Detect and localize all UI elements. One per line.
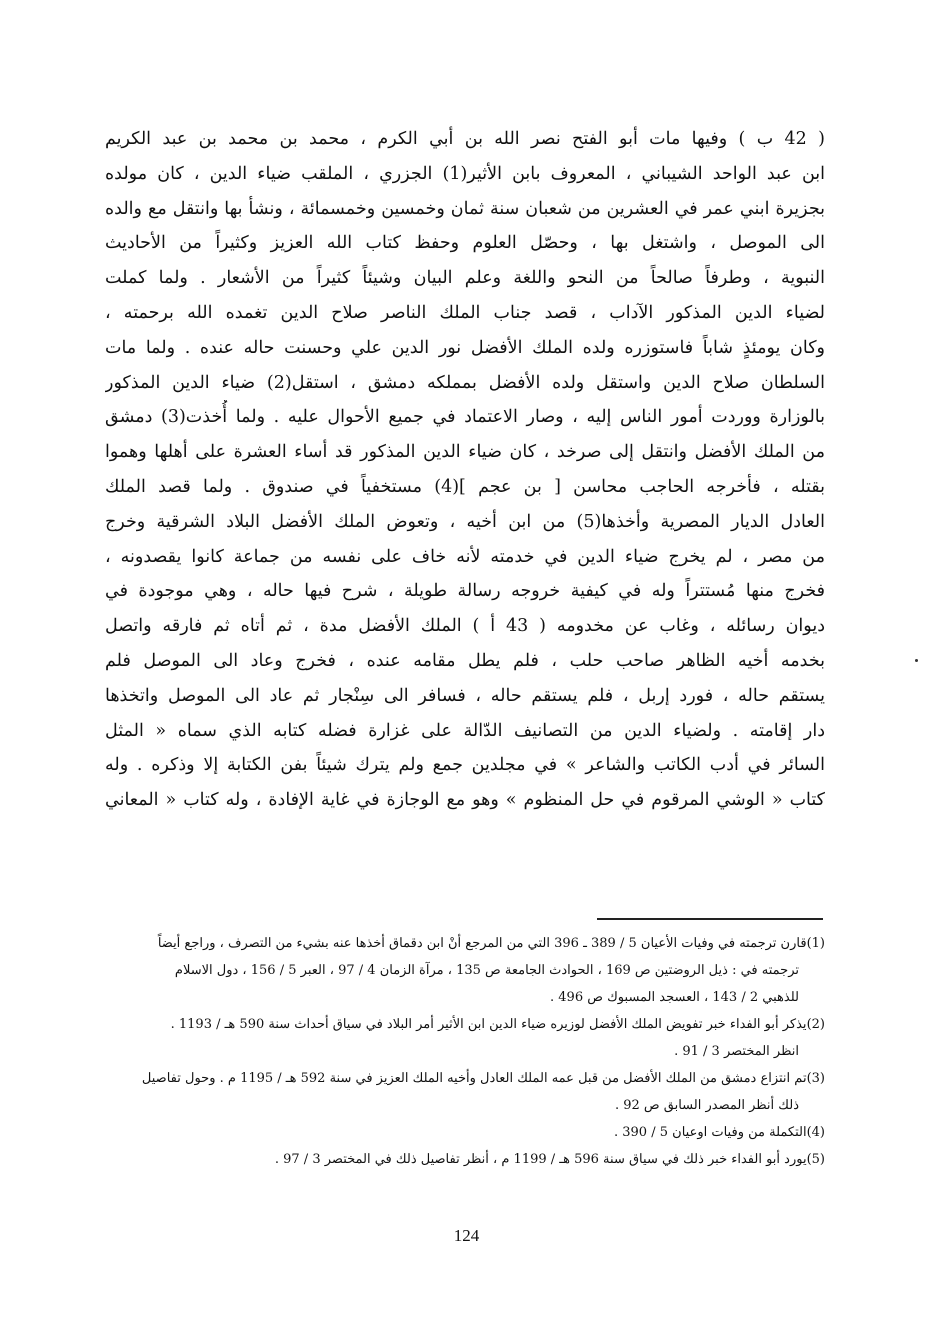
- footnote-text: قارن ترجمته في وفيات الأعيان 5 / 389 ـ 396 التي من المرجع أنْ ابن دقماق أخذها عنه بشيء من التصرف ، وراجع أيضاً: [157, 936, 807, 951]
- footnote: [100, 1146, 825, 1173]
- footnote-marker: (3): [806, 1071, 825, 1086]
- text-line: ديوان رسائله ، وغاب عن مخدومه ( 43 أ ) الملك الأفضل مدة ، ثم أتاه ثم فارقه واتصل: [105, 616, 825, 637]
- footnote-text: ذلك أنظر المصدر السابق ص 92 .: [614, 1098, 799, 1113]
- footnote: [100, 930, 825, 1011]
- text-line: السائر في أدب الكاتب والشاعر » في مجلدين جمع ولم يترك شيئاً بفن الكتابة إلا وذكره . وله: [105, 755, 825, 776]
- text-line: فخرج منها مُستتراً وله في كيفية خروجه رسالة طويلة ، شرح فيها حاله ، وهي موجودة في: [105, 581, 825, 602]
- footnote-line: [100, 930, 825, 957]
- footnote-line: [100, 1065, 825, 1092]
- text-line: بقتله ، فأخرجه الحاجب محاسن [ بن عجم ](4) مستخفياً في صندوق . ولما قصد الملك: [105, 476, 825, 497]
- text-line: بجزيرة ابني عمر في العشرين من شعبان سنة ثمان وخمسين وخمسمائة ، ونشأ بها وانتقل مع والده: [105, 198, 825, 219]
- text-line: لضياء الدين المذكور الآداب ، قصد جناب الملك الناصر صلاح الدين تغمده الله برحمته ،: [105, 302, 825, 323]
- text-line: كتاب « الوشي المرقوم في حل المنظوم » وهو مع الوجازة في غاية الإفادة ، وله كتاب « المعاني: [105, 790, 825, 811]
- text-line: من الملك الأفضل وانتقل إلى صرخد ، كان ضياء الدين المذكور قد أساء العشرة على أهلها وهموا: [105, 442, 825, 463]
- scan-speck: [915, 659, 918, 662]
- footnote-line: [100, 984, 825, 1011]
- footnote-line: [100, 1146, 825, 1173]
- footnote: [100, 1119, 825, 1146]
- footnote-text: انظر المختصر 3 / 91 .: [674, 1044, 799, 1059]
- footnote-text: التكملة من وفيات اوعيان 5 / 390 .: [613, 1125, 807, 1140]
- footnote-text: يورد أبو الفداء خبر ذلك في سياق سنة 596 هـ / 1199 م ، أنظر تفاصيل ذلك في المختصر 3 / 97 .: [274, 1152, 807, 1167]
- footnote-marker: (1): [806, 936, 825, 951]
- text-line: السلطان صلاح الدين واستقل ولده الأفضل بمملكه دمشق ، استقل(2) ضياء الدين المذكور: [105, 372, 825, 393]
- footnote-line: [100, 1011, 825, 1038]
- footnote: [100, 1011, 825, 1065]
- footnote: [100, 1065, 825, 1119]
- footnote-line: [100, 957, 825, 984]
- text-line: ( 42 ب ) وفيها مات أبو الفتح نصر الله بن أبي الكرم ، محمد بن محمد بن عبد الكريم: [105, 129, 825, 149]
- footnote-line: [100, 1119, 825, 1146]
- footnote-text: تم انتزاع دمشق من الملك الأفضل من قبل عمه الملك العادل وأخيه الملك العزيز في سنة 592 هـ / 1195 م . وحول تفاصيل: [141, 1071, 807, 1086]
- text-line: وكان يومئذٍ شاباً فاستوزره ولده الملك الأفضل نور الدين علي وحسنت حاله عنده . ولما مات: [105, 337, 825, 358]
- text-line: من مصر ، لم يخرج ضياء الدين في خدمته لأنه خاف على نفسه من جماعة كانوا يقصدونه ،: [105, 546, 825, 567]
- footnotes-block: [100, 930, 825, 1173]
- text-line: بالوزارة ووردت أمور الناس إليه ، وصار الاعتماد في جميع الأحوال عليه . ولما أُخذت(3) دمشق: [105, 407, 825, 428]
- footnote-marker: (5): [806, 1152, 825, 1167]
- text-line: بخدمه أخيه الظاهر صاحب حلب ، فلم يطل مقامه عنده ، فخرج وعاد الى الموصل فلم: [105, 650, 825, 671]
- footnote-text: ترجمته في : ذيل الروضتين ص 169 ، الحوادث الجامعة ص 135 ، مرآة الزمان 4 / 97 ، العبر 5 / 156 ، دول الاسلام: [174, 963, 799, 978]
- footnote-line: [100, 1092, 825, 1119]
- main-text-block: [105, 122, 825, 818]
- footnote-text: يذكر أبو الفداء خبر تفويض الملك الأفضل لوزيره ضياء الدين ابن الأثير أمر البلاد في سياق أحداث سنة 590 هـ / 1193 .: [170, 1017, 807, 1032]
- footnote-marker: (2): [806, 1017, 825, 1032]
- footnote-marker: (4): [806, 1125, 825, 1140]
- text-line: يستقم حاله ، فورد إربل ، فلم يستقم حاله ، فسافر الى سِنْجار ثم عاد الى الموصل واتخذها: [105, 685, 825, 706]
- footnote-text: للذهبي 2 / 143 ، العسجد المسبوك ص 496 .: [550, 990, 799, 1005]
- footnote-separator-rule: [597, 918, 823, 920]
- text-line: دار إقامته . ولضياء الدين من التصانيف الدّالة على غزارة فضله كتابه الذي سماه « المثل: [105, 720, 825, 741]
- text-line: العادل الديار المصرية وأخذها(5) من ابن أخيه ، وتعوض الملك الأفضل البلاد الشرقية وخرج: [105, 511, 825, 532]
- text-line: الى الموصل ، واشتغل بها ، وحصّل العلوم وحفظ كتاب الله العزيز وكثيراً من الأحاديث: [105, 233, 825, 254]
- page-number: 124: [453, 1226, 480, 1245]
- text-line: النبوية ، وطرفاً صالحاً من النحو واللغة وعلم البيان وشيئاً كثيراً من الأشعار . ولما كملت: [105, 268, 825, 289]
- text-line: ابن عبد الواحد الشيباني ، المعروف بابن الأثير(1) الجزري ، الملقب ضياء الدين ، كان مولده: [105, 163, 825, 184]
- footnote-line: [100, 1038, 825, 1065]
